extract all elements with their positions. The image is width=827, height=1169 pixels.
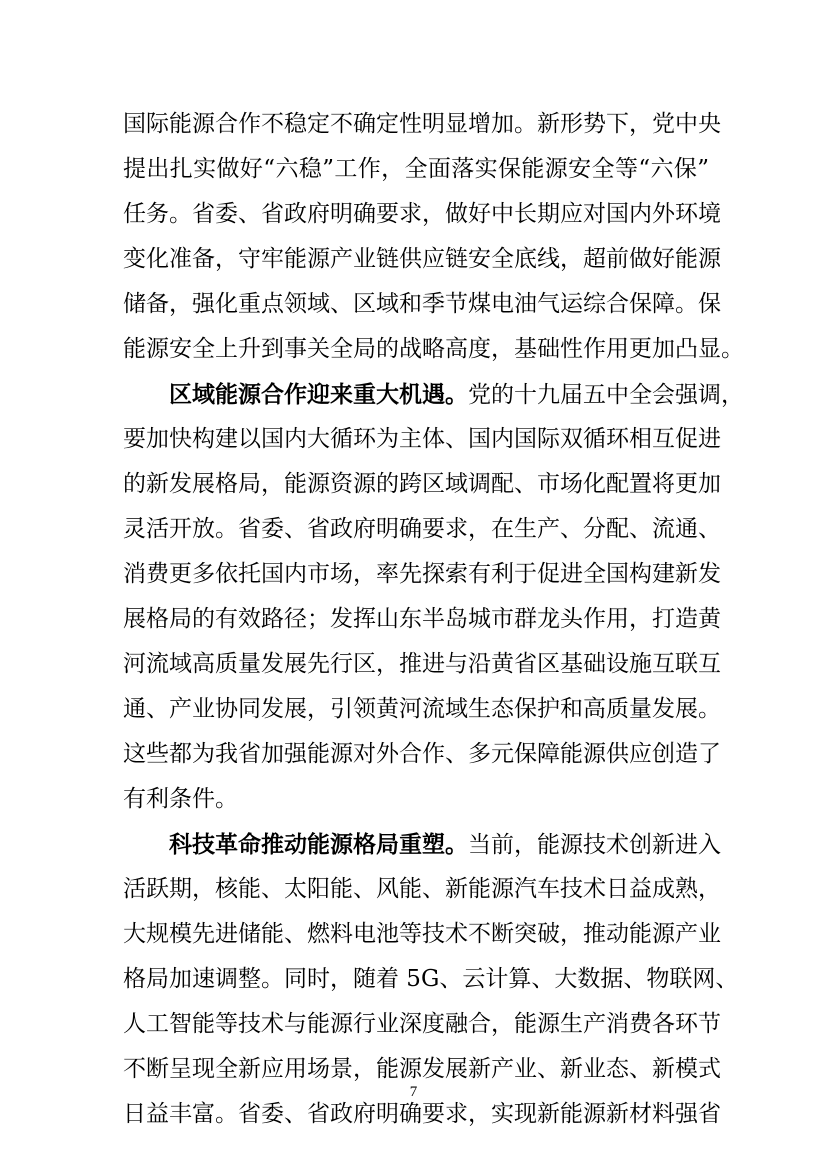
text-line: 变化准备，守牢能源产业链供应链安全底线，超前做好能源 (123, 246, 721, 272)
text-line: 人工智能等技术与能源行业深度融合，能源生产消费各环节 (123, 1011, 721, 1037)
text-line: 国际能源合作不稳定不确定性明显增加。新形势下，党中央 (123, 111, 721, 137)
text-line: 活跃期，核能、太阳能、风能、新能源汽车技术日益成熟， (123, 876, 721, 902)
text-line: 日益丰富。省委、省政府明确要求，实现新能源新材料强省 (123, 1101, 721, 1127)
page-number: 7 (409, 1084, 418, 1100)
text-span: 党的十九届五中全会强调， (468, 382, 744, 408)
text-line: 这些都为我省加强能源对外合作、多元保障能源供应创造了 (123, 741, 721, 767)
section-lead-heading: 区域能源合作迎来重大机遇。 (169, 381, 468, 408)
text-line: 提出扎实做好“六稳”工作，全面落实保能源安全等“六保” (123, 156, 709, 182)
text-line: 展格局的有效路径；发挥山东半岛城市群龙头作用，打造黄 (123, 606, 721, 632)
body-text (123, 102, 744, 1137)
text-line: 能源安全上升到事关全局的战略高度，基础性作用更加凸显。 (123, 336, 744, 362)
text-line: 有利条件。 (123, 786, 238, 812)
paragraph-first-line (123, 372, 744, 417)
text-line: 消费更多依托国内市场，率先探索有利于促进全国构建新发 (123, 561, 721, 587)
text-line: 大规模先进储能、燃料电池等技术不断突破，推动能源产业 (123, 921, 721, 947)
text-line: 的新发展格局，能源资源的跨区域调配、市场化配置将更加 (123, 471, 721, 497)
text-line: 任务。省委、省政府明确要求，做好中长期应对国内外环境 (123, 201, 721, 227)
text-line: 要加快构建以国内大循环为主体、国内国际双循环相互促进 (123, 426, 721, 452)
text-line: 格局加速调整。同时，随着 5G、云计算、大数据、物联网、 (123, 966, 739, 992)
text-line: 储备，强化重点领域、区域和季节煤电油气运综合保障。保 (123, 291, 721, 317)
text-line: 不断呈现全新应用场景，能源发展新产业、新业态、新模式 (123, 1056, 721, 1082)
paragraph-first-line (123, 822, 721, 867)
text-span: 当前，能源技术创新进入 (468, 832, 721, 858)
text-line: 河流域高质量发展先行区，推进与沿黄省区基础设施互联互 (123, 651, 721, 677)
text-line: 灵活开放。省委、省政府明确要求，在生产、分配、流通、 (123, 516, 721, 542)
section-lead-heading: 科技革命推动能源格局重塑。 (169, 831, 468, 858)
text-line: 通、产业协同发展，引领黄河流域生态保护和高质量发展。 (123, 696, 721, 722)
